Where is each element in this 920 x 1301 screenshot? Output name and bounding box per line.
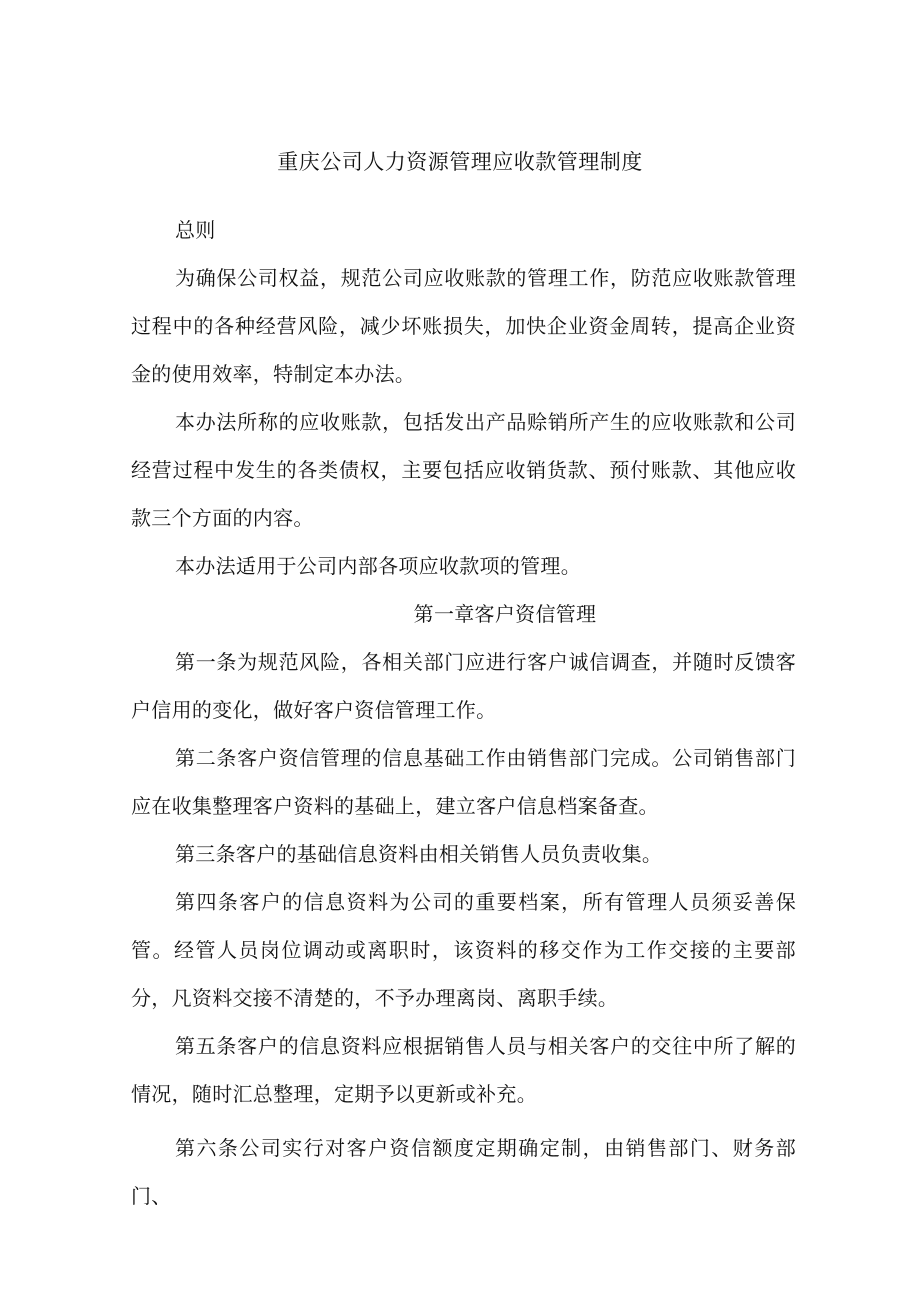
article-3: 第三条客户的基础信息资料由相关销售人员负责收集。 — [175, 842, 663, 866]
article-2: 第二条客户资信管理的信息基础工作由销售部门完成。公司销售部门应在收集整理客户资料的基础上，建立客户信息档案备查。 — [131, 746, 796, 818]
article-4: 第四条客户的信息资料为公司的重要档案，所有管理人员须妥善保管。经管人员岗位调动或离职时，该资料的移交作为工作交接的主要部分，凡资料交接不清楚的，不予办理离岗、离职手续。 — [131, 890, 796, 1010]
chapter-heading: 第一章客户资信管理 — [413, 602, 597, 626]
article-5: 第五条客户的信息资料应根据销售人员与相关客户的交往中所了解的情况，随时汇总整理，定期予以更新或补充。 — [131, 1034, 796, 1106]
article-6: 第六条公司实行对客户资信额度定期确定制，由销售部门、财务部门、 — [131, 1136, 796, 1208]
paragraph-purpose: 为确保公司权益，规范公司应收账款的管理工作，防范应收账款管理过程中的各种经营风险，减少坏账损失，加快企业资金周转，提高企业资金的使用效率，特制定本办法。 — [131, 266, 796, 386]
article-1: 第一条为规范风险，各相关部门应进行客户诚信调查，并随时反馈客户信用的变化，做好客户资信管理工作。 — [131, 650, 796, 722]
general-heading: 总则 — [175, 218, 216, 242]
document-title: 重庆公司人力资源管理应收款管理制度 — [277, 150, 643, 174]
paragraph-definition: 本办法所称的应收账款，包括发出产品赊销所产生的应收账款和公司经营过程中发生的各类债权，主要包括应收销货款、预付账款、其他应收款三个方面的内容。 — [131, 410, 796, 530]
paragraph-scope: 本办法适用于公司内部各项应收款项的管理。 — [175, 554, 581, 578]
